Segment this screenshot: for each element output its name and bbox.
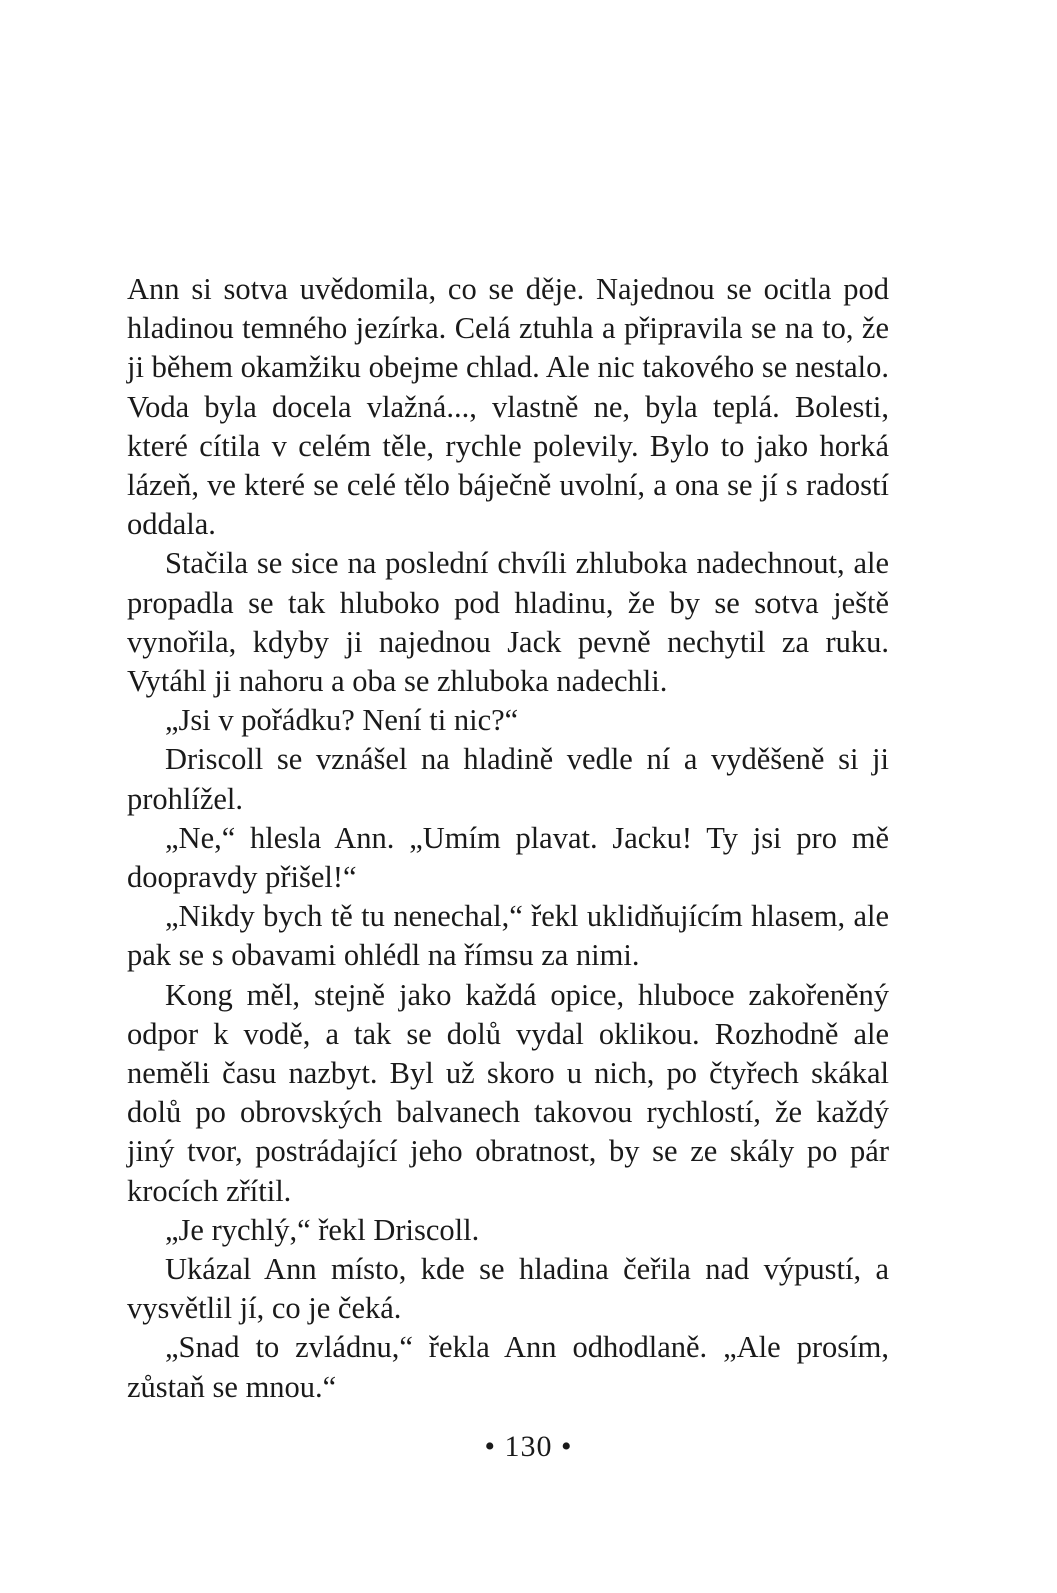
page-number: • 130 • [484,1430,573,1463]
paragraph-6: „Nikdy bych tě tu nenechal,“ řekl uklidňujícím hlasem, ale pak se s obavami ohlédl na římsu za nimi. [127,899,889,973]
paragraph-8: „Je rychlý,“ řekl Driscoll. [165,1212,480,1247]
body-text [127,270,889,1407]
paragraph-10: „Snad to zvládnu,“ řekla Ann odhodlaně. „Ale prosím, zůstaň se mnou.“ [127,1330,889,1404]
paragraph-7: Kong měl, stejně jako každá opice, hluboce zakořeněný odpor k vodě, a tak se dolů vydal oklikou. Rozhodně ale neměli času nazbyt. Byl už skoro u nich, po čtyřech skákal dolů po obrovských balvanech takovou rychlostí, že každý jiný tvor, postrádající jeho obratnost, by se ze skály po pár krocích zřítil. [127,977,889,1208]
paragraph-2: Stačila se sice na poslední chvíli zhluboka nadechnout, ale propadla se tak hluboko pod hladinu, že by se sotva ještě vynořila, kdyby ji najednou Jack pevně nechytil za ruku. Vytáhl ji nahoru a oba se zhluboka nadechli. [127,546,889,699]
paragraph-9: Ukázal Ann místo, kde se hladina čeřila nad výpustí, a vysvětlil jí, co je čeká. [127,1252,889,1326]
paragraph-1: Ann si sotva uvědomila, co se děje. Najednou se ocitla pod hladinou temného jezírka. Celá ztuhla a připravila se na to, že ji během okamžiku obejme chlad. Ale nic takového se nestalo. Voda byla docela vlažná..., vlastně ne, byla teplá. Bolesti, které cítila v celém těle, rychle polevily. Bylo to jako horká lázeň, ve které se celé tělo báječně uvolní, a ona se jí s radostí oddala. [127,272,889,542]
paragraph-3: „Jsi v pořádku? Není ti nic?“ [165,703,519,738]
paragraph-5: „Ne,“ hlesla Ann. „Umím plavat. Jacku! Ty jsi pro mě doopravdy přišel!“ [127,820,889,895]
paragraph-4: Driscoll se vznášel na hladině vedle ní a vyděšeně si ji prohlížel. [127,742,889,816]
